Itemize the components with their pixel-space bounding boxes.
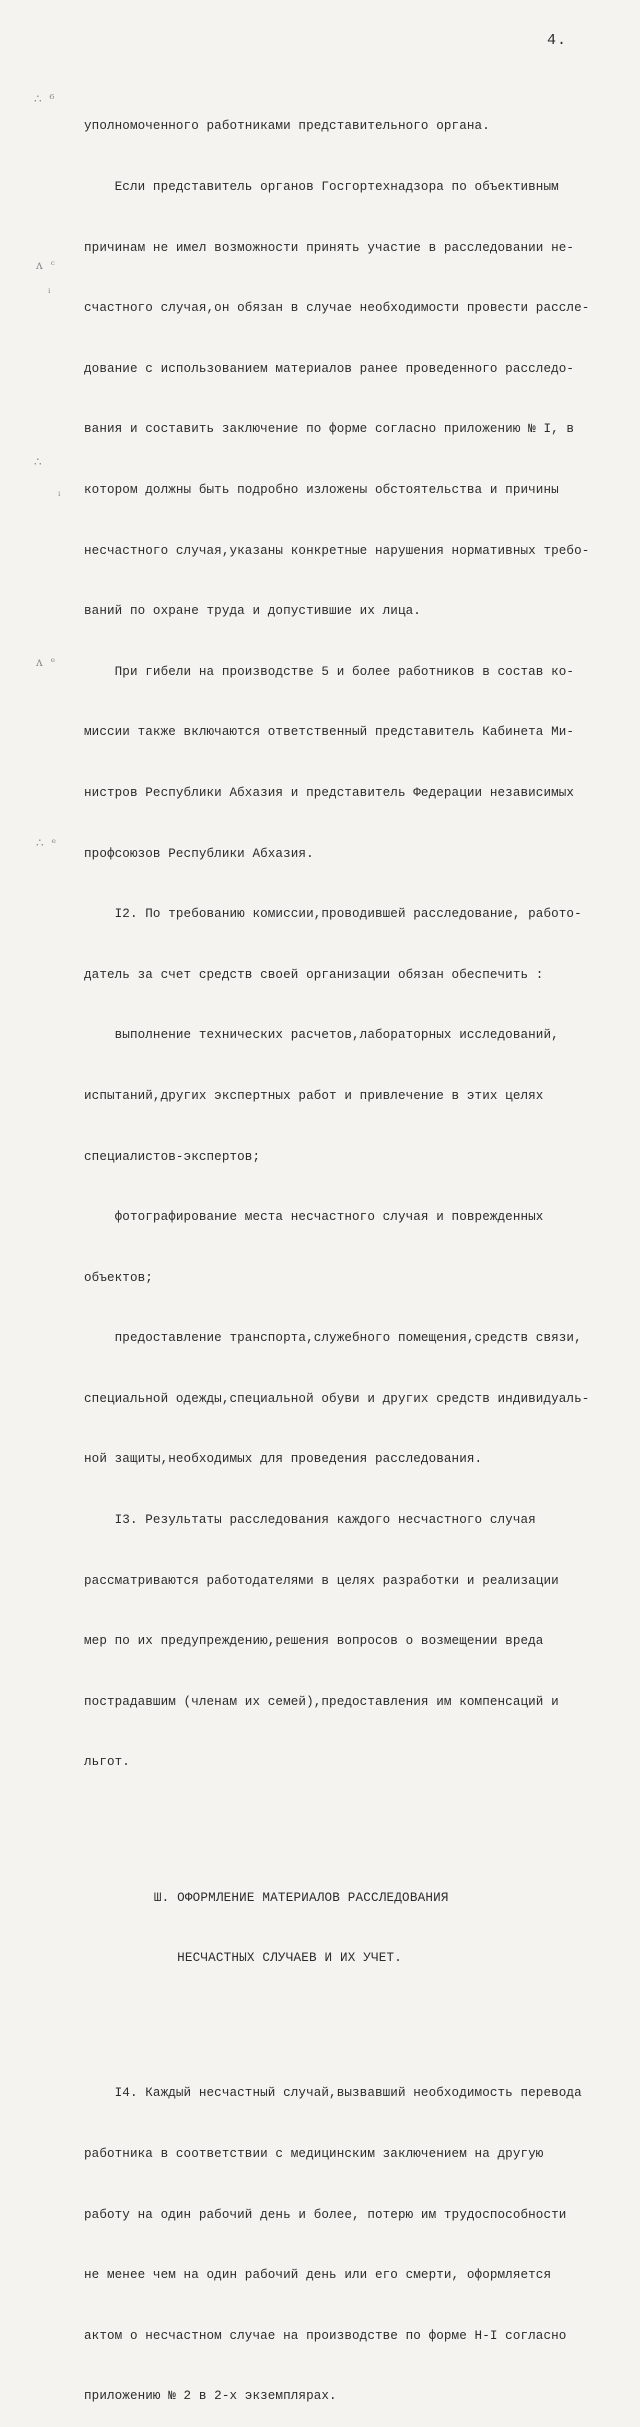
section-heading: НЕСЧАСТНЫХ СЛУЧАЕВ И ИХ УЧЕТ. <box>84 1951 403 1966</box>
text-line: миссии также включаются ответственный представитель Кабинета Ми- <box>84 725 575 740</box>
text-line: ной защиты,необходимых для проведения расследования. <box>84 1452 483 1467</box>
text-line: предоставление транспорта,служебного помещения,средств связи, <box>84 1331 582 1346</box>
text-line: профсоюзов Республики Абхазия. <box>84 846 314 861</box>
text-line: специалистов-экспертов; <box>84 1149 261 1164</box>
text-line: не менее чем на один рабочий день или его смерти, оформляется <box>84 2268 552 2283</box>
text-line: пострадавшим (членам их семей),предоставления им компенсаций и <box>84 1694 559 1709</box>
text-line: несчастного случая,указаны конкретные нарушения нормативных требо- <box>84 543 590 558</box>
text-line: фотографирование места несчастного случая и поврежденных <box>84 1210 544 1225</box>
section-heading: Ш. ОФОРМЛЕНИЕ МАТЕРИАЛОВ РАССЛЕДОВАНИЯ <box>84 1890 449 1905</box>
text-line: ваний по охране труда и допустившие их лица. <box>84 604 421 619</box>
text-line: льгот. <box>84 1755 130 1770</box>
text-line: I3. Результаты расследования каждого несчастного случая <box>84 1513 536 1528</box>
text-line: приложению № 2 в 2-х экземплярах. <box>84 2389 337 2404</box>
text-line: счастного случая,он обязан в случае необходимости провести рассле- <box>84 301 590 316</box>
margin-mark: ᵢ <box>58 485 63 499</box>
text-line: уполномоченного работниками представительного органа. <box>84 119 490 134</box>
document-body <box>84 76 604 2427</box>
spacer <box>84 2009 604 2023</box>
text-line: работу на один рабочий день и более, потерю им трудоспособности <box>84 2207 567 2222</box>
text-line: котором должны быть подробно изложены обстоятельства и причины <box>84 482 559 497</box>
text-line: Если представитель органов Госгортехнадзора по объективным <box>84 180 559 194</box>
margin-mark: ᴧ ᶜ <box>36 258 57 272</box>
text-line: причинам не имел возможности принять участие в расследовании не- <box>84 240 575 255</box>
margin-mark: ∴ ⁶ <box>34 92 57 106</box>
margin-mark: ∴ <box>34 455 44 469</box>
margin-mark: ᴧ ᵉ <box>36 655 58 669</box>
text-line: При гибели на производстве 5 и более работников в состав ко- <box>84 664 575 679</box>
text-line: I4. Каждый несчастный случай,вызвавший необходимость перевода <box>84 2086 582 2101</box>
text-line: испытаний,других экспертных работ и привлечение в этих целях <box>84 1088 544 1103</box>
text-line: дование с использованием материалов ранее проведенного расследо- <box>84 361 575 376</box>
text-line: датель за счет средств своей организации обязан обеспечить : <box>84 967 544 982</box>
text-line: работника в соответствии с медицинским заключением на другую <box>84 2147 544 2162</box>
text-line: специальной одежды,специальной обуви и других средств индивидуаль- <box>84 1391 590 1406</box>
text-line: выполнение технических расчетов,лабораторных исследований, <box>84 1028 559 1043</box>
margin-mark: ∴ ᵉ <box>36 836 59 850</box>
margin-mark: ᵢ <box>48 282 53 296</box>
text-line: мер по их предупреждению,решения вопросов о возмещении вреда <box>84 1634 544 1649</box>
text-line: вания и составить заключение по форме согласно приложению № I, в <box>84 422 575 437</box>
spacer <box>84 1833 604 1847</box>
text-line: рассматриваются работодателями в целях разработки и реализации <box>84 1573 559 1588</box>
text-line: I2. По требованию комиссии,проводившей расследование, работо- <box>84 907 582 922</box>
text-line: объектов; <box>84 1270 153 1285</box>
text-line: актом о несчастном случае на производстве по форме Н-I согласно <box>84 2328 567 2343</box>
page-number: 4. <box>547 32 568 49</box>
text-line: нистров Республики Абхазия и представитель Федерации независимых <box>84 785 575 800</box>
